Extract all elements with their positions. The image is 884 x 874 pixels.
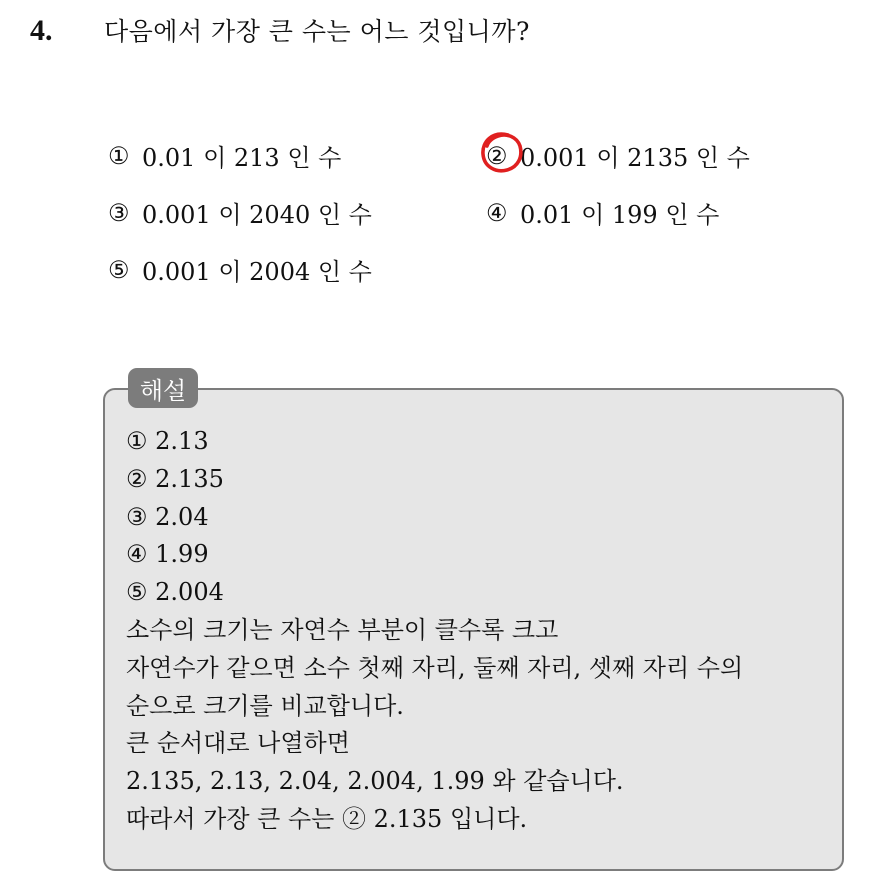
choice-5-mark: ⑤ bbox=[108, 255, 130, 284]
question-text: 다음에서 가장 큰 수는 어느 것입니까? bbox=[104, 17, 530, 46]
choice-2-text: 0.001 이 2135 인 수 bbox=[520, 144, 750, 172]
choice-5-text: 0.001 이 2004 인 수 bbox=[142, 258, 372, 286]
question-header bbox=[30, 12, 530, 48]
explanation-line: 2.135, 2.13, 2.04, 2.004, 1.99 와 같습니다. bbox=[126, 767, 624, 796]
explanation-line: 순으로 크기를 비교합니다. bbox=[126, 691, 404, 720]
explanation-title: 해설 bbox=[128, 368, 198, 408]
choice-5[interactable] bbox=[108, 252, 372, 287]
choice-1-text: 0.01 이 213 인 수 bbox=[142, 144, 342, 172]
explanation-line: ② 2.135 bbox=[126, 464, 224, 493]
answer-circle-icon bbox=[478, 130, 526, 176]
explanation-line: 따라서 가장 큰 수는 ② 2.135 입니다. bbox=[126, 804, 528, 833]
choice-1[interactable] bbox=[108, 138, 341, 173]
explanation-body bbox=[126, 423, 743, 839]
explanation-line: ③ 2.04 bbox=[126, 502, 209, 531]
choice-4[interactable] bbox=[486, 195, 719, 230]
choice-3-mark: ③ bbox=[108, 198, 130, 227]
choice-1-mark: ① bbox=[108, 141, 130, 170]
choice-3[interactable] bbox=[108, 195, 372, 230]
explanation-line: 소수의 크기는 자연수 부분이 클수록 크고 bbox=[126, 615, 559, 644]
choice-2-mark: ② bbox=[486, 141, 508, 170]
explanation-line: 큰 순서대로 나열하면 bbox=[126, 729, 350, 758]
explanation-line: ⑤ 2.004 bbox=[126, 578, 224, 607]
explanation-line: ① 2.13 bbox=[126, 427, 209, 455]
explanation-line: 자연수가 같으면 소수 첫째 자리, 둘째 자리, 셋째 자리 수의 bbox=[126, 653, 744, 682]
choice-4-text: 0.01 이 199 인 수 bbox=[520, 201, 720, 229]
explanation-line: ④ 1.99 bbox=[126, 540, 209, 569]
choice-4-mark: ④ bbox=[486, 198, 508, 227]
choice-3-text: 0.001 이 2040 인 수 bbox=[142, 201, 372, 229]
question-number: 4. bbox=[30, 14, 53, 47]
